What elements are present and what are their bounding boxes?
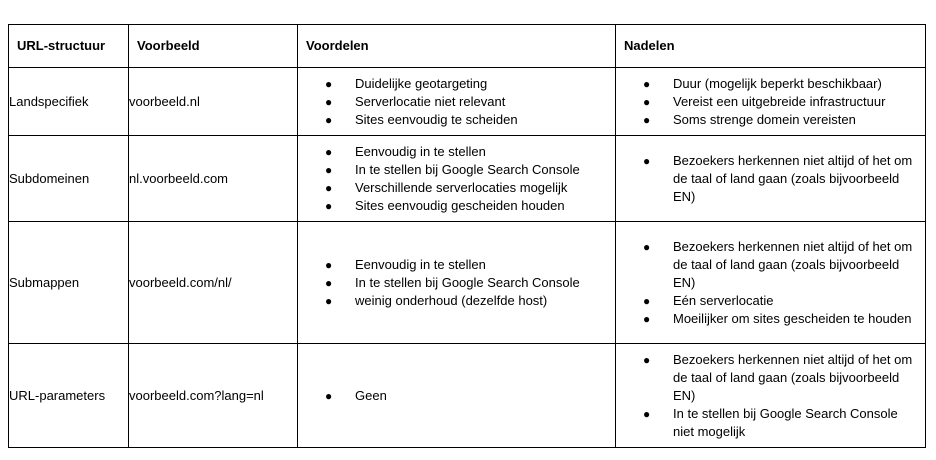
cons-list: [616, 351, 925, 441]
list-item: [298, 179, 615, 197]
cell-cons: [616, 136, 926, 222]
bullet-icon: ●: [643, 293, 651, 308]
bullet-icon: ●: [325, 144, 333, 159]
bullet-icon: ●: [643, 94, 651, 109]
list-item-text: Soms strenge domein vereisten: [673, 111, 856, 127]
bullet-icon: ●: [325, 198, 333, 213]
list-item: [616, 310, 925, 328]
cell-example: voorbeeld.com?lang=nl: [129, 344, 298, 448]
bullet-icon: ●: [643, 153, 651, 168]
url-structure-table: [8, 24, 926, 448]
list-item: [616, 292, 925, 310]
header-cons: Nadelen: [616, 25, 926, 68]
bullet-icon: ●: [325, 293, 333, 308]
cell-pros: [298, 344, 616, 448]
cell-cons: [616, 222, 926, 344]
bullet-icon: ●: [325, 94, 333, 109]
list-item-text: weinig onderhoud (dezelfde host): [355, 292, 548, 308]
bullet-icon: ●: [643, 406, 651, 421]
list-item: [298, 111, 615, 129]
bullet-icon: ●: [325, 76, 333, 91]
table-row: [9, 222, 926, 344]
list-item-text: In te stellen bij Google Search Console: [355, 274, 580, 290]
list-item-text: Geen: [355, 387, 387, 403]
table-body: [9, 68, 926, 448]
list-item-text: Sites eenvoudig gescheiden houden: [355, 197, 565, 213]
list-item: [298, 143, 615, 161]
list-item-text: Duidelijke geotargeting: [355, 75, 488, 91]
list-item-text: Vereist een uitgebreide infrastructuur: [673, 93, 886, 109]
list-item: [298, 256, 615, 274]
cons-list: [616, 238, 925, 328]
list-item: [298, 93, 615, 111]
bullet-icon: ●: [643, 352, 651, 367]
list-item-text: Moeilijker om sites gescheiden te houden: [673, 310, 912, 326]
cell-example: nl.voorbeeld.com: [129, 136, 298, 222]
list-item-text: Verschillende serverlocaties mogelijk: [355, 179, 568, 195]
list-item-text: Bezoekers herkennen niet altijd of het om de taal of land gaan (zoals bijvoorbeeld EN): [673, 351, 913, 403]
cell-url-structure: Submappen: [9, 222, 129, 344]
bullet-icon: ●: [325, 162, 333, 177]
list-item: [298, 161, 615, 179]
list-item: [616, 75, 925, 93]
list-item-text: Duur (mogelijk beperkt beschikbaar): [673, 75, 882, 91]
cons-list: [616, 75, 925, 129]
header-url-structure: URL-structuur: [9, 25, 129, 68]
list-item: [298, 387, 615, 405]
cell-url-structure: URL-parameters: [9, 344, 129, 448]
list-item-text: Eén serverlocatie: [673, 292, 774, 308]
bullet-icon: ●: [643, 311, 651, 326]
bullet-icon: ●: [325, 180, 333, 195]
table-row: [9, 68, 926, 136]
cell-url-structure: Subdomeinen: [9, 136, 129, 222]
bullet-icon: ●: [643, 239, 651, 254]
pros-list: [298, 75, 615, 129]
list-item-text: Eenvoudig in te stellen: [355, 256, 486, 272]
list-item-text: In te stellen bij Google Search Console: [355, 161, 580, 177]
bullet-icon: ●: [643, 76, 651, 91]
table-row: [9, 136, 926, 222]
cell-example: voorbeeld.com/nl/: [129, 222, 298, 344]
list-item-text: Bezoekers herkennen niet altijd of het om de taal of land gaan (zoals bijvoorbeeld EN): [673, 238, 913, 290]
list-item-text: In te stellen bij Google Search Console niet mogelijk: [673, 405, 898, 439]
cell-pros: [298, 68, 616, 136]
cell-pros: [298, 222, 616, 344]
cell-url-structure: Landspecifiek: [9, 68, 129, 136]
bullet-icon: ●: [643, 112, 651, 127]
bullet-icon: ●: [325, 257, 333, 272]
list-item: [616, 152, 925, 206]
list-item: [616, 351, 925, 405]
table-row: [9, 344, 926, 448]
cell-example: voorbeeld.nl: [129, 68, 298, 136]
list-item: [298, 292, 615, 310]
list-item: [298, 197, 615, 215]
pros-list: [298, 387, 615, 405]
cell-cons: [616, 344, 926, 448]
list-item: [616, 111, 925, 129]
list-item: [616, 93, 925, 111]
list-item: [616, 405, 925, 441]
pros-list: [298, 143, 615, 215]
list-item-text: Eenvoudig in te stellen: [355, 143, 486, 159]
list-item: [298, 75, 615, 93]
bullet-icon: ●: [325, 275, 333, 290]
cons-list: [616, 152, 925, 206]
list-item: [298, 274, 615, 292]
cell-pros: [298, 136, 616, 222]
cell-cons: [616, 68, 926, 136]
header-example: Voorbeeld: [129, 25, 298, 68]
list-item: [616, 238, 925, 292]
list-item-text: Serverlocatie niet relevant: [355, 93, 506, 109]
pros-list: [298, 256, 615, 310]
list-item-text: Sites eenvoudig te scheiden: [355, 111, 518, 127]
bullet-icon: ●: [325, 112, 333, 127]
list-item-text: Bezoekers herkennen niet altijd of het om de taal of land gaan (zoals bijvoorbeeld EN): [673, 152, 913, 204]
header-pros: Voordelen: [298, 25, 616, 68]
bullet-icon: ●: [325, 388, 333, 403]
header-row: [9, 25, 926, 68]
